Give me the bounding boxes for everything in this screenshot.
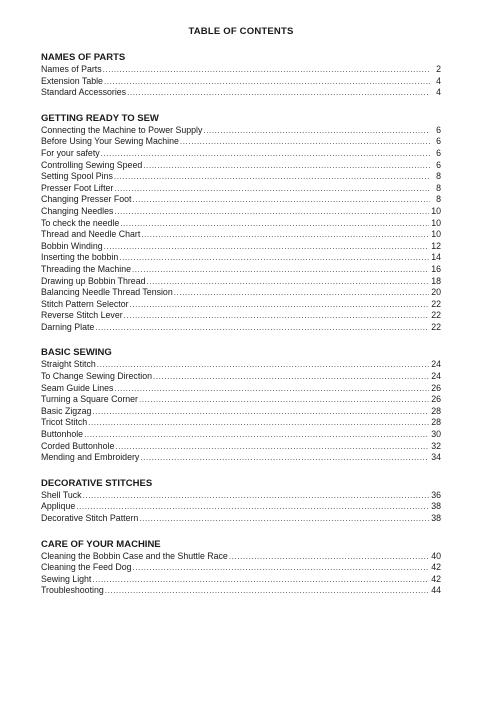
toc-entry-page-number: 2	[436, 64, 441, 74]
dot-leader	[92, 406, 429, 418]
toc-entry-page-number: 6	[436, 124, 441, 135]
toc-entry-label: Bobbin Winding	[41, 240, 103, 251]
toc-entry-page-number: 40	[431, 550, 441, 561]
toc-entry-label: Buttonhole	[41, 429, 84, 440]
dot-leader	[130, 299, 430, 311]
dot-leader	[88, 417, 429, 429]
dot-leader	[119, 252, 429, 264]
toc-entry-page-number: 6	[436, 159, 441, 170]
dot-leader	[143, 160, 430, 172]
toc-section	[41, 52, 441, 99]
toc-entry-label: Extension Table	[41, 75, 103, 86]
toc-section	[41, 478, 441, 525]
toc-entry-label: Threading the Machine	[41, 263, 131, 274]
toc-entry[interactable]	[41, 299, 441, 311]
toc-entry[interactable]	[41, 148, 441, 160]
toc-section	[41, 539, 441, 597]
toc-entry-label: Balancing Needle Thread Tension	[41, 287, 173, 298]
toc-entry-label: Straight Stitch	[41, 359, 96, 370]
dot-leader	[76, 501, 429, 513]
toc-entry[interactable]	[41, 229, 441, 241]
toc-entry-label: Cleaning the Feed Dog	[41, 562, 132, 573]
dot-leader	[180, 136, 430, 148]
toc-entry-label: To Change Sewing Direction	[41, 371, 153, 382]
dot-leader	[95, 322, 429, 334]
toc-entry-page-number: 4	[436, 75, 441, 86]
dot-leader	[92, 574, 429, 586]
toc-entry-page-number: 36	[431, 489, 441, 500]
toc-entry-label: Inserting the bobbin	[41, 252, 119, 263]
dot-leader	[147, 276, 430, 288]
toc-entry-page-number: 14	[431, 252, 441, 263]
toc-entry-label: Mending and Embroidery	[41, 452, 140, 463]
toc-entry-page-number: 10	[431, 229, 441, 240]
dot-leader	[103, 64, 430, 76]
toc-entry[interactable]	[41, 394, 441, 406]
toc-entry-page-number: 6	[436, 147, 441, 158]
toc-entry[interactable]	[41, 501, 441, 513]
dot-leader	[115, 441, 429, 453]
toc-entry[interactable]	[41, 206, 441, 218]
toc-entry-label: Changing Presser Foot	[41, 194, 132, 205]
toc-entry-page-number: 10	[431, 205, 441, 216]
toc-entry-label: Applique	[41, 501, 76, 512]
dot-leader	[114, 183, 430, 195]
toc-entry[interactable]	[41, 194, 441, 206]
toc-entry[interactable]	[41, 87, 441, 99]
dot-leader	[84, 429, 429, 441]
toc-entry[interactable]	[41, 513, 441, 525]
section-heading: CARE OF YOUR MACHINE	[41, 538, 161, 550]
toc-entry[interactable]	[41, 125, 441, 137]
toc-entry-label: Thread and Needle Chart	[41, 229, 141, 240]
toc-entry-label: Corded Buttonhole	[41, 440, 115, 451]
toc-entry-label: Seam Guide Lines	[41, 382, 114, 393]
table-of-contents-page	[41, 26, 441, 597]
toc-entry[interactable]	[41, 136, 441, 148]
dot-leader	[132, 562, 429, 574]
toc-entry-label: Cleaning the Bobbin Case and the Shuttle Race	[41, 550, 228, 561]
toc-entry-label: Changing Needles	[41, 205, 114, 216]
toc-entry-label: Darning Plate	[41, 321, 95, 332]
toc-entry-page-number: 32	[431, 440, 441, 451]
dot-leader	[105, 585, 429, 597]
toc-entry[interactable]	[41, 287, 441, 299]
toc-entry-page-number: 4	[436, 87, 441, 98]
toc-entry-page-number: 28	[431, 405, 441, 416]
toc-entry[interactable]	[41, 264, 441, 276]
toc-entry-page-number: 22	[431, 298, 441, 309]
toc-entry-page-number: 8	[436, 182, 441, 193]
toc-entry-label: Troubleshooting	[41, 585, 104, 596]
toc-entry-page-number: 34	[431, 452, 441, 463]
toc-entry-page-number: 16	[431, 263, 441, 274]
toc-entry-page-number: 26	[431, 382, 441, 393]
toc-entry-label: Presser Foot Lifter	[41, 182, 114, 193]
dot-leader	[104, 76, 430, 88]
toc-entry-label: Connecting the Machine to Power Supply	[41, 124, 203, 135]
dot-leader	[139, 513, 429, 525]
toc-entry-label: Drawing up Bobbin Thread	[41, 275, 146, 286]
toc-entry[interactable]	[41, 429, 441, 441]
toc-entry[interactable]	[41, 171, 441, 183]
toc-entry[interactable]	[41, 322, 441, 334]
dot-leader	[114, 206, 429, 218]
dot-leader	[174, 287, 429, 299]
toc-entry-label: Reverse Stitch Lever	[41, 310, 123, 321]
dot-leader	[140, 452, 429, 464]
toc-entry-label: Stitch Pattern Selector	[41, 298, 129, 309]
dot-leader	[97, 359, 429, 371]
toc-entry[interactable]	[41, 585, 441, 597]
toc-entry-page-number: 10	[431, 217, 441, 228]
toc-entry[interactable]	[41, 241, 441, 253]
toc-entry[interactable]	[41, 383, 441, 395]
toc-entry-label: Setting Spool Pins	[41, 171, 113, 182]
toc-entry-label: Controlling Sewing Speed	[41, 159, 143, 170]
toc-entry[interactable]	[41, 371, 441, 383]
toc-entry-page-number: 12	[431, 240, 441, 251]
toc-entry[interactable]	[41, 310, 441, 322]
toc-entry[interactable]	[41, 441, 441, 453]
section-heading: NAMES OF PARTS	[41, 52, 126, 63]
toc-entry[interactable]	[41, 406, 441, 418]
dot-leader	[124, 310, 430, 322]
toc-entry-page-number: 18	[431, 275, 441, 286]
toc-entry-label: Names of Parts	[41, 64, 102, 74]
dot-leader	[229, 551, 429, 563]
toc-entry-page-number: 24	[431, 371, 441, 382]
dot-leader	[153, 371, 429, 383]
dot-leader	[127, 87, 430, 99]
page-title: TABLE OF CONTENTS	[188, 26, 294, 37]
toc-entry-page-number: 38	[431, 501, 441, 512]
dot-leader	[203, 125, 430, 137]
toc-entry[interactable]	[41, 252, 441, 264]
toc-entry-label: Sewing Light	[41, 573, 92, 584]
dot-leader	[114, 383, 429, 395]
toc-section	[41, 113, 441, 334]
toc-entry-page-number: 42	[431, 573, 441, 584]
toc-entry[interactable]	[41, 183, 441, 195]
toc-entry-page-number: 22	[431, 321, 441, 332]
toc-entry-page-number: 6	[436, 136, 441, 147]
toc-entry-page-number: 8	[436, 171, 441, 182]
toc-entry-label: To check the needle	[41, 217, 120, 228]
toc-entry-page-number: 8	[436, 194, 441, 205]
toc-entry-page-number: 22	[431, 310, 441, 321]
toc-entry[interactable]	[41, 490, 441, 502]
dot-leader	[139, 394, 429, 406]
toc-entry-page-number: 30	[431, 429, 441, 440]
dot-leader	[101, 148, 430, 160]
toc-entry-label: Standard Accessories	[41, 87, 127, 98]
toc-entry[interactable]	[41, 276, 441, 288]
toc-entry-page-number: 20	[431, 287, 441, 298]
toc-entry-label: Before Using Your Sewing Machine	[41, 136, 179, 147]
dot-leader	[141, 229, 429, 241]
toc-entry-label: For your safety	[41, 147, 100, 158]
toc-entry-page-number: 28	[431, 417, 441, 428]
toc-entry[interactable]	[41, 452, 441, 464]
dot-leader	[132, 194, 430, 206]
toc-entry-page-number: 26	[431, 394, 441, 405]
toc-entry-label: Basic Zigzag	[41, 405, 92, 416]
toc-entry-page-number: 38	[431, 513, 441, 523]
toc-entry-page-number: 42	[431, 562, 441, 573]
toc-entry-label: Shell Tuck	[41, 489, 82, 500]
section-heading: GETTING READY TO SEW	[41, 112, 159, 124]
toc-entry[interactable]	[41, 218, 441, 230]
dot-leader	[104, 241, 430, 253]
toc-entry[interactable]	[41, 76, 441, 88]
toc-entry[interactable]	[41, 562, 441, 574]
toc-entry-label: Decorative Stitch Pattern	[41, 513, 139, 523]
toc-body	[41, 52, 441, 597]
toc-entry[interactable]	[41, 574, 441, 586]
toc-entry[interactable]	[41, 417, 441, 429]
toc-entry-page-number: 24	[431, 359, 441, 370]
dot-leader	[114, 171, 430, 183]
toc-entry-label: Tricot Stitch	[41, 417, 88, 428]
toc-entry[interactable]	[41, 551, 441, 563]
toc-entry[interactable]	[41, 160, 441, 172]
toc-entry[interactable]	[41, 64, 441, 76]
dot-leader	[83, 490, 430, 502]
section-heading: DECORATIVE STITCHES	[41, 477, 153, 489]
dot-leader	[132, 264, 429, 276]
toc-entry-page-number: 44	[431, 585, 441, 596]
toc-entry-label: Turning a Square Corner	[41, 394, 138, 405]
toc-section	[41, 347, 441, 463]
toc-entry[interactable]	[41, 359, 441, 371]
section-heading: BASIC SEWING	[41, 347, 112, 359]
dot-leader	[120, 218, 429, 230]
